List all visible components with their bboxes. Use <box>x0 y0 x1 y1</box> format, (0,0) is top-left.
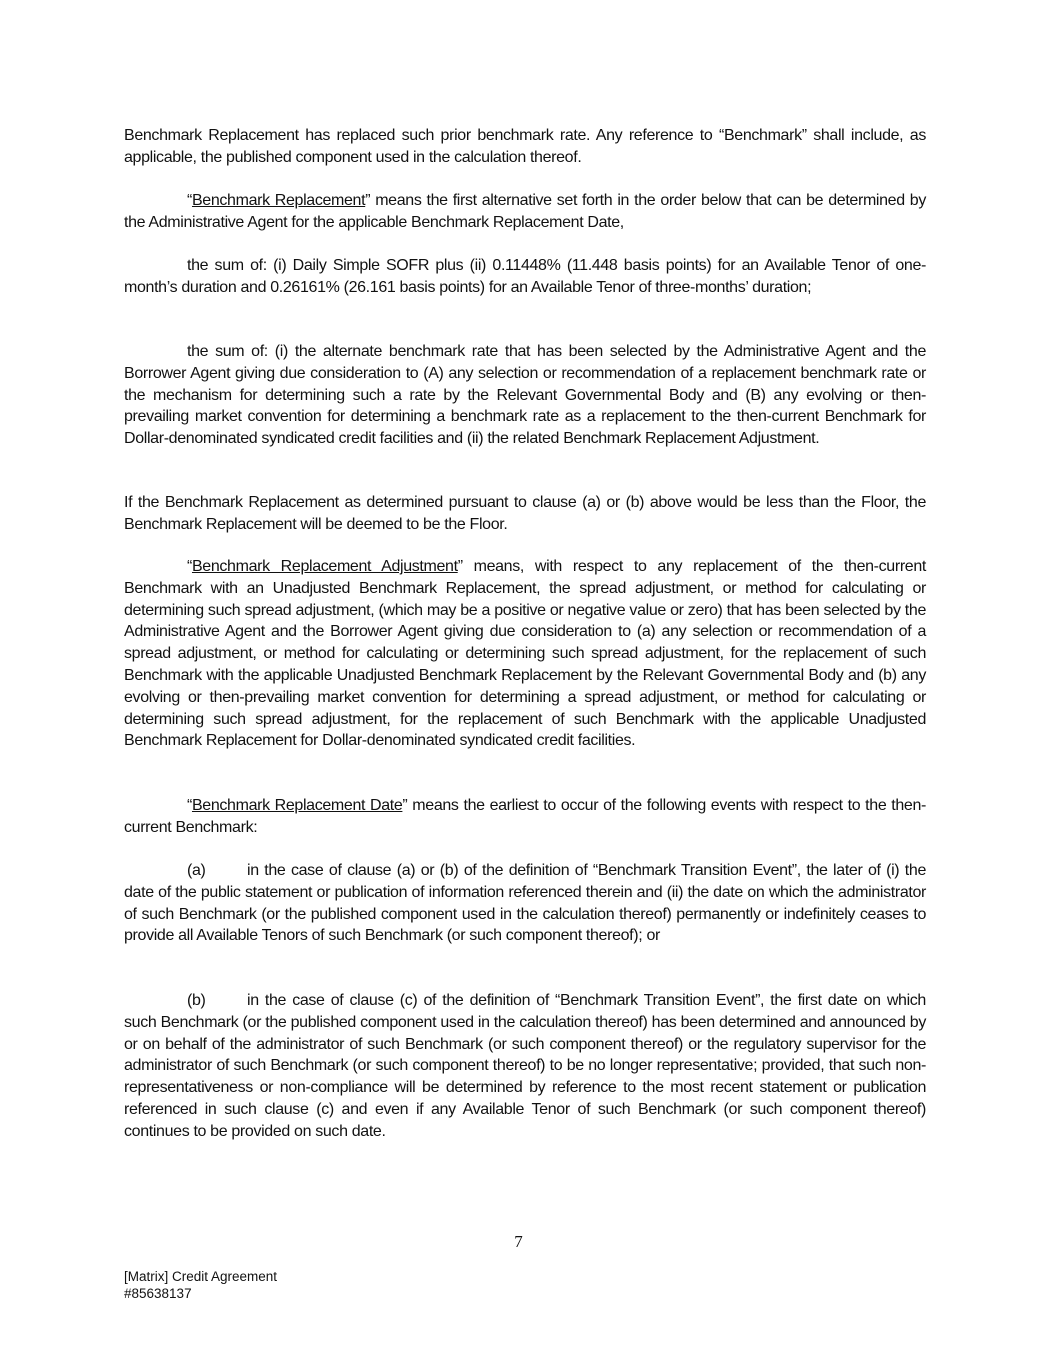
defined-term: Benchmark Replacement Date <box>191 797 403 814</box>
clause-text: in the case of clause (c) of the definition of “Benchmark Transition Event”, the first date on which such Benchmark (or the published component used in the calculation thereof) has been determined and announced by or on behalf of the administrator of such Benchmark (or such component thereof) or the regulatory supervisor for the administrator of such Benchmark (or such component thereof) to be no longer representative; provided, that such non-representativeness or non-compliance will be determined by reference to the most recent statement or publication referenced in such clause (c) and even if any Available Tenor of such Benchmark (or such component thereof) continues to be provided on such date. <box>124 992 926 1140</box>
definition-benchmark-replacement-adjustment <box>124 556 926 752</box>
clause-b <box>124 990 926 1143</box>
floor-paragraph: If the Benchmark Replacement as determined pursuant to clause (a) or (b) above would be less than the Floor, the Benchmark Replacement will be deemed to be the Floor. <box>124 494 926 533</box>
defined-term: Benchmark Replacement <box>191 192 366 209</box>
definition-benchmark-replacement <box>124 190 926 234</box>
clause-text: in the case of clause (a) or (b) of the definition of “Benchmark Transition Event”, the later of (i) the date of the public statement or publication of information referenced therein and (ii) the date on which the administrator of such Benchmark (or the published component used in the calculation thereof) permanently or indefinitely ceases to provide all Available Tenors of such Benchmark (or such component thereof); or <box>124 862 926 945</box>
quote-open: “ <box>187 192 192 209</box>
quote-open: “ <box>187 797 192 814</box>
definition-text: ” means the first alternative set forth in the order below that can be determined by the Administrative Agent for the applicable Benchmark Replacement Date, <box>124 192 926 231</box>
clause-a <box>124 860 926 947</box>
clause-label: (a) <box>187 862 206 879</box>
clause-label: (b) <box>187 992 206 1009</box>
definition-text: ” means the earliest to occur of the following events with respect to the then-current Benchmark: <box>124 797 926 836</box>
footer <box>124 1268 277 1302</box>
clause-alternate-rate-sum: the sum of: (i) the alternate benchmark rate that has been selected by the Administrative Agent and the Borrower Agent giving due consideration to (A) any selection or recommendation of a replacement benchmark rate or the mechanism for determining such a rate by the Relevant Governmental Body and (B) any evolving or then-prevailing market convention for determining a benchmark rate as a replacement to the then-current Benchmark for Dollar-denominated syndicated credit facilities and (ii) the related Benchmark Replacement Adjustment. <box>124 343 926 448</box>
page-number: 7 <box>514 1232 523 1251</box>
clause-sofr-sum: the sum of: (i) Daily Simple SOFR plus (ii) 0.11448% (11.448 basis points) for an Available Tenor of one-month’s duration and 0.26161% (26.161 basis points) for an Available Tenor of three-months’ duration; <box>124 257 926 296</box>
definition-benchmark-replacement-date <box>124 795 926 839</box>
footer-document-id: #85638137 <box>124 1286 192 1301</box>
footer-document-title: [Matrix] Credit Agreement <box>124 1269 278 1284</box>
defined-term: Benchmark Replacement Adjustment <box>191 558 458 575</box>
paragraph-continuation: Benchmark Replacement has replaced such prior benchmark rate. Any reference to “Benchmark” shall include, as applicable, the published component used in the calculation thereof. <box>124 127 926 166</box>
quote-open: “ <box>187 558 192 575</box>
definition-text: ” means, with respect to any replacement of the then-current Benchmark with an Unadjusted Benchmark Replacement, the spread adjustment, or method for calculating or determining such spread adjustment, (which may be a positive or negative value or zero) that has been selected by the Administrative Agent and the Borrower Agent giving due consideration to (a) any selection or recommendation of a spread adjustment, or method for calculating or determining such spread adjustment, for the replacement of such Benchmark with the applicable Unadjusted Benchmark Replacement by the Relevant Governmental Body and (b) any evolving or then-prevailing market convention for determining a spread adjustment, or method for calculating or determining such spread adjustment, for the replacement of such Benchmark with the applicable Unadjusted Benchmark Replacement for Dollar-denominated syndicated credit facilities. <box>124 558 926 750</box>
